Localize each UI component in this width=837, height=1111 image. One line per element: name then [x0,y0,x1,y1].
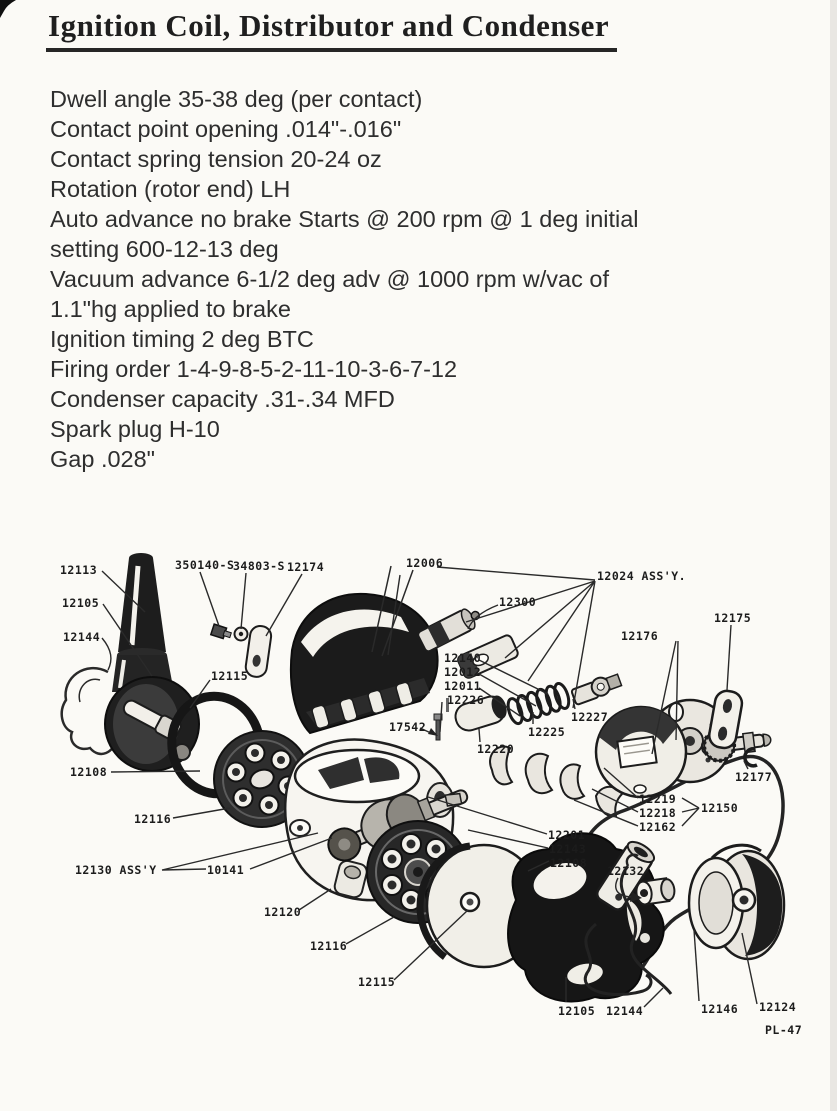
part-label-12146: 12146 [701,1002,739,1016]
page-title: Ignition Coil, Distributor and Condenser [46,8,617,52]
part-label-12105-bottom: 12105 [558,1004,596,1018]
part-label-12144-top: 12144 [63,630,101,644]
part-label-12115-bottom: 12115 [358,975,396,989]
washer-shape [235,628,248,641]
part-label-12116-left: 12116 [134,812,172,826]
part-label-12176: 12176 [621,629,659,643]
part-label-12175: 12175 [714,611,752,625]
part-label-12219: 12219 [639,792,677,806]
spec-line-dwell: Dwell angle 35-38 deg (per contact) [50,86,423,112]
condenser-shape-12024 [417,604,484,653]
part-label-17542: 17542 [389,720,427,734]
part-label-34803S: 34803-S [233,559,285,573]
spec-line-timing: Ignition timing 2 deg BTC [50,326,314,352]
spec-line-setting: setting 600-12-13 deg [50,236,279,262]
spec-line-rotation: Rotation (rotor end) LH [50,176,291,202]
part-label-10141: 10141 [207,863,245,877]
part-label-12143: 12143 [549,842,587,856]
part-label-12024-assy: 12024 ASS'Y. [597,569,687,583]
part-label-12300: 12300 [499,595,537,609]
part-label-12108-right: 12108 [550,856,588,870]
part-label-12116-bottom: 12116 [310,939,348,953]
part-label-12177: 12177 [735,770,773,784]
part-label-12226: 12226 [447,693,485,707]
spec-line-firing-order: Firing order 1-4-9-8-5-2-11-10-3-6-7-12 [50,356,458,382]
spec-line-point-opening: Contact point opening .014"-.016" [50,116,402,142]
part-label-12201: 12201 [548,828,586,842]
coil-tower-shape [112,553,174,692]
part-label-12150: 12150 [701,801,739,815]
grommet-shape-12132 [635,877,676,905]
breaker-plate-front-shape [596,707,686,797]
part-label-12144-bottom: 12144 [606,1004,644,1018]
dust-cover-shape-12124 [689,845,784,959]
spring-shape-12225 [505,682,571,726]
part-label-350140S: 350140-S [175,558,235,572]
spec-line-condenser: Condenser capacity .31-.34 MFD [50,386,395,412]
part-label-12108-left: 12108 [70,765,108,779]
part-label-12174: 12174 [287,560,325,574]
spec-line-vac-applied: 1.1"hg applied to brake [50,296,291,322]
part-label-12225: 12225 [528,725,566,739]
part-label-12011: 12011 [444,679,482,693]
spec-line-spark-plug: Spark plug H-10 [50,416,220,442]
part-label-12220: 12220 [477,742,515,756]
part-label-12140: 12140 [444,651,482,665]
part-label-12105-top: 12105 [62,596,100,610]
part-label-12012: 12012 [444,665,482,679]
part-label-12120: 12120 [264,905,302,919]
spec-line-gap: Gap .028" [50,446,156,472]
part-label-12130-assy: 12130 ASS'Y [75,863,157,877]
plate-number: PL-47 [765,1023,803,1037]
part-label-12115-top: 12115 [211,669,249,683]
part-label-12113: 12113 [60,563,98,577]
part-label-12218: 12218 [639,806,677,820]
distributor-cap-top-shape [291,566,438,733]
spec-line-spring-tension: Contact spring tension 20-24 oz [50,146,382,172]
spec-line-auto-advance: Auto advance no brake Starts @ 200 rpm @ 1 deg initial [50,206,639,232]
spec-line-vacuum-advance: Vacuum advance 6-1/2 deg adv @ 1000 rpm w/vac of [50,266,610,292]
part-label-12124: 12124 [759,1000,797,1014]
part-label-12132: 12132 [607,864,645,878]
part-label-12227: 12227 [571,710,609,724]
part-label-12006: 12006 [406,556,444,570]
part-label-12162: 12162 [639,820,677,834]
terminal-screw-shape [211,624,232,640]
cap-side-shape-12105 [105,677,199,771]
